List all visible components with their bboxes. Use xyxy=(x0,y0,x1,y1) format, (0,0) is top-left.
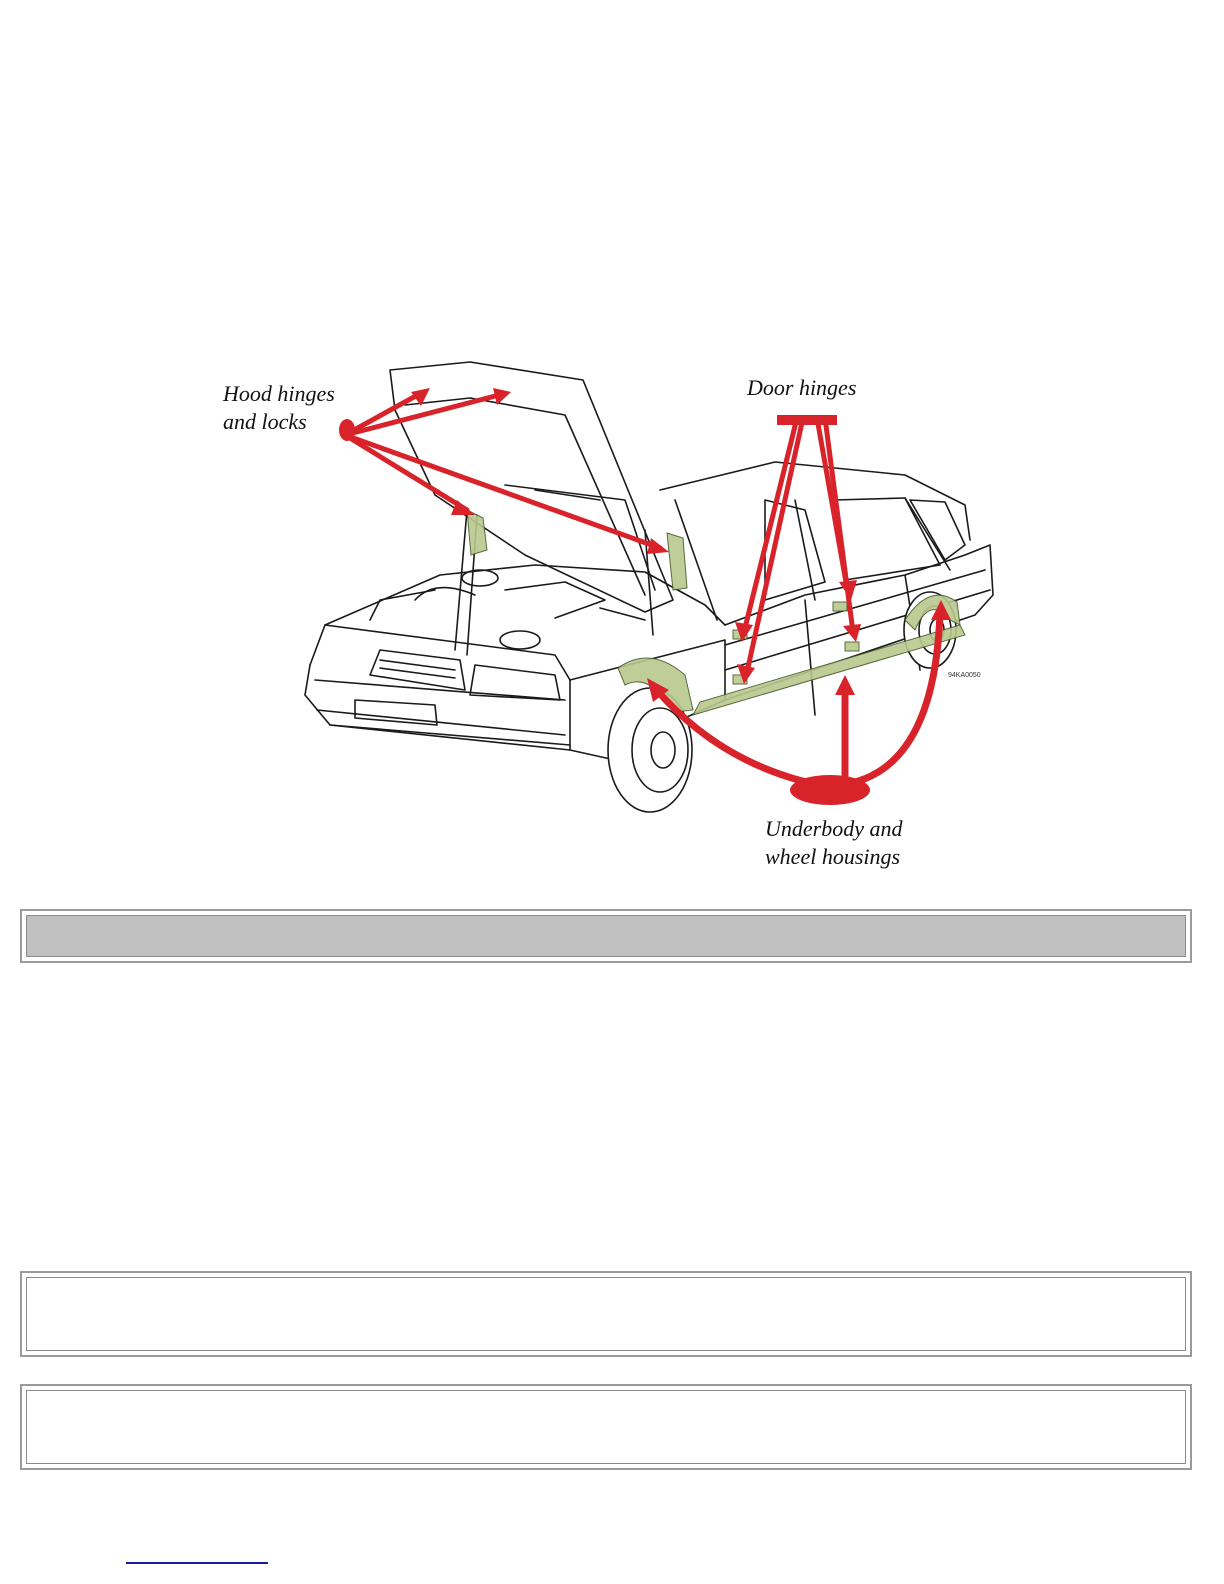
underbody-label-line-1: Underbody and xyxy=(765,816,903,841)
hood-label-line-1: Hood hinges xyxy=(223,381,335,406)
hood-label-line-2: and locks xyxy=(223,409,307,434)
section-header-bar xyxy=(20,909,1192,963)
bottom-nav-link[interactable] xyxy=(126,1540,268,1564)
empty-table-box-1-inner xyxy=(26,1277,1186,1351)
empty-table-box-1 xyxy=(20,1271,1192,1357)
underbody-label-line-2: wheel housings xyxy=(765,844,901,869)
section-header-bar-fill xyxy=(26,915,1186,957)
underbody-label xyxy=(765,815,902,871)
car-lubrication-points-figure xyxy=(205,350,1005,880)
car-outline xyxy=(305,362,993,812)
empty-table-box-2-inner xyxy=(26,1390,1186,1464)
door-hinges-label: Door hinges xyxy=(747,375,857,400)
hood-hinges-label xyxy=(223,380,335,436)
empty-table-box-2 xyxy=(20,1384,1192,1470)
figure-code: 94KA0050 xyxy=(948,672,981,679)
